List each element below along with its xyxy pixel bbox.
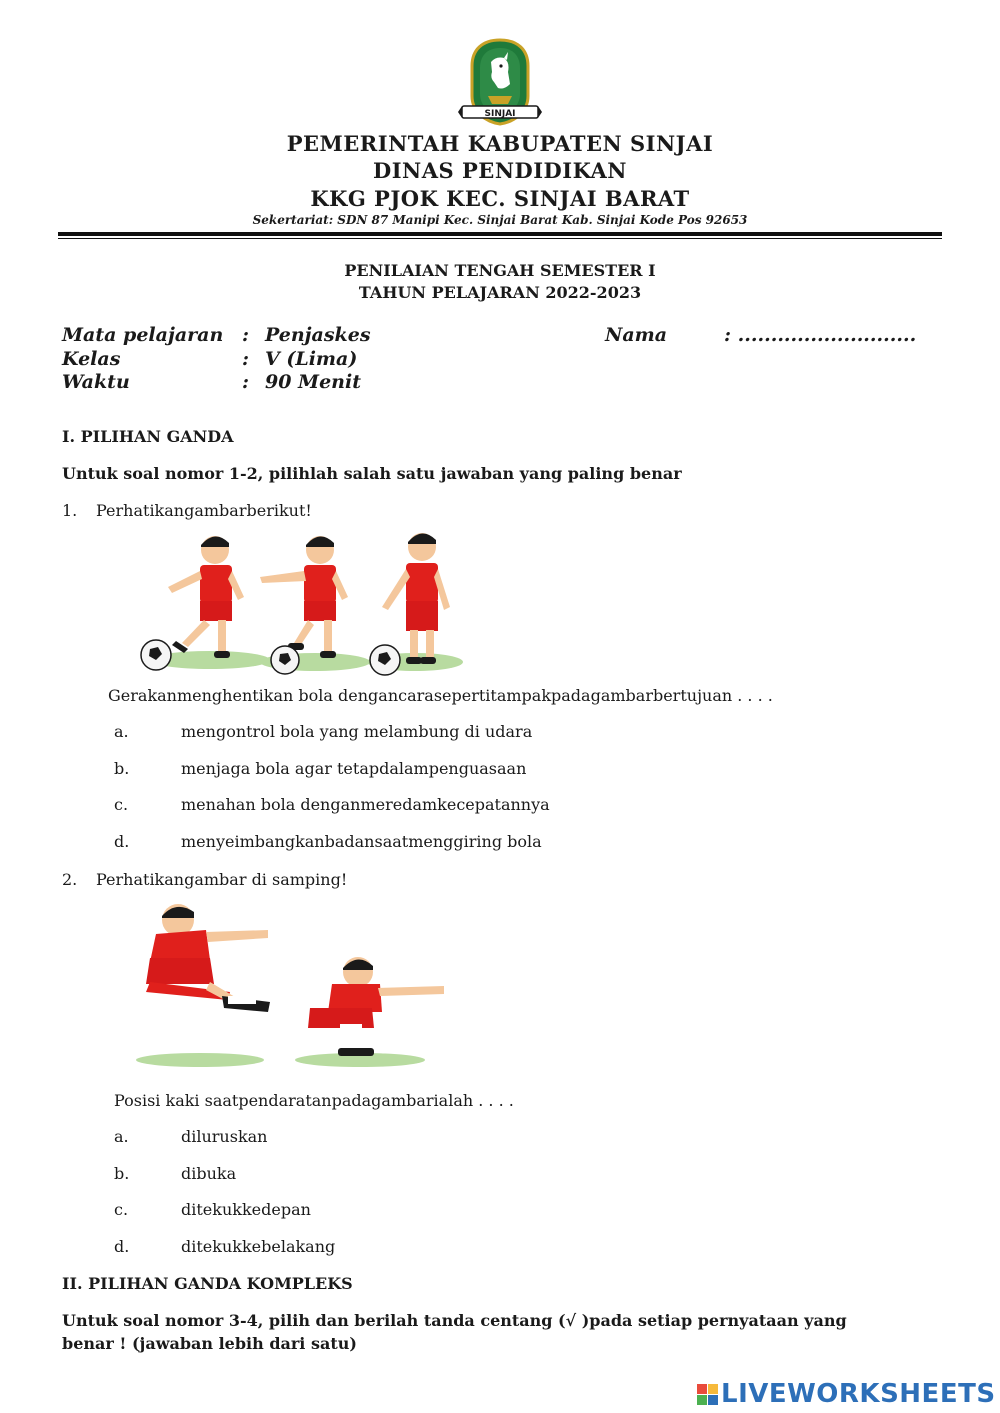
liveworksheets-logo[interactable] (697, 1376, 996, 1412)
liveworksheets-brand-text: LIVEWORKSHEETS (721, 1379, 996, 1409)
q1-option-c-letter[interactable]: c. (114, 795, 129, 814)
q1-option-c-text[interactable]: menahan bola denganmeredamkecepatannya (181, 795, 550, 814)
class-value: V (Lima) (265, 348, 358, 370)
q1-option-a-letter[interactable]: a. (114, 722, 129, 741)
q2-option-a-letter[interactable]: a. (114, 1127, 129, 1146)
q2-illustration (110, 900, 450, 1075)
name-field[interactable]: : ........................... (724, 324, 917, 346)
liveworksheets-mark-icon (697, 1384, 718, 1405)
section1-instruction: Untuk soal nomor 1-2, pilihlah salah satu jawaban yang paling benar (62, 464, 682, 483)
header-kkg: KKG PJOK KEC. SINJAI BARAT (310, 186, 690, 211)
section2-instruction-line2: benar ! (jawaban lebih dari satu) (62, 1334, 357, 1353)
regency-logo (458, 38, 542, 128)
q2-question: Posisi kaki saatpendaratanpadagambarialah . . . . (114, 1091, 514, 1110)
header-secretariat: Sekertariat: SDN 87 Manipi Kec. Sinjai Barat Kab. Sinjai Kode Pos 92653 (252, 213, 748, 227)
q2-option-b-text[interactable]: dibuka (181, 1164, 237, 1183)
header-divider-thick (58, 232, 942, 236)
q1-question: Gerakanmenghentikan bola dengancarasepertitampakpadagambarbertujuan . . . . (108, 686, 773, 705)
q2-option-d-text[interactable]: ditekukkebelakang (181, 1237, 336, 1256)
q2-option-d-letter[interactable]: d. (114, 1237, 130, 1256)
lander-figure (308, 957, 444, 1056)
player-figure-2 (260, 536, 348, 658)
section2-instruction-line1: Untuk soal nomor 3-4, pilih dan berilah tanda centang (√ )pada setiap pernyataan yang (62, 1311, 847, 1330)
q2-option-b-letter[interactable]: b. (114, 1164, 130, 1183)
q1-number: 1. (62, 501, 78, 520)
q1-option-d-text[interactable]: menyeimbangkanbadansaatmenggiring bola (181, 832, 542, 851)
subject-label: Mata pelajaran (62, 324, 224, 346)
subject-colon: : (242, 324, 250, 346)
header-government: PEMERINTAH KABUPATEN SINJAI (286, 131, 714, 156)
class-colon: : (242, 348, 250, 370)
q2-option-a-text[interactable]: diluruskan (181, 1127, 268, 1146)
q1-option-b-letter[interactable]: b. (114, 759, 130, 778)
name-label: Nama (605, 324, 668, 346)
q1-option-d-letter[interactable]: d. (114, 832, 130, 851)
q2-option-c-letter[interactable]: c. (114, 1200, 129, 1219)
time-value: 90 Menit (265, 371, 361, 393)
q2-option-c-text[interactable]: ditekukkedepan (181, 1200, 311, 1219)
svg-text:SINJAI: SINJAI (484, 109, 516, 119)
q1-option-a-text[interactable]: mengontrol bola yang melambung di udara (181, 722, 533, 741)
q1-option-b-text[interactable]: menjaga bola agar tetapdalampenguasaan (181, 759, 527, 778)
exam-year: TAHUN PELAJARAN 2022-2023 (358, 283, 642, 302)
q1-prompt: Perhatikangambarberikut! (96, 501, 312, 520)
q2-prompt: Perhatikangambar di samping! (96, 870, 348, 889)
player-figure-3 (382, 533, 450, 664)
q1-illustration (130, 525, 475, 680)
header-department: DINAS PENDIDIKAN (373, 158, 627, 183)
exam-title: PENILAIAN TENGAH SEMESTER I (344, 261, 656, 280)
section1-heading: I. PILIHAN GANDA (62, 427, 234, 446)
q2-number: 2. (62, 870, 78, 889)
subject-value: Penjaskes (265, 324, 371, 346)
header-divider-thin (58, 238, 942, 239)
class-label: Kelas (62, 348, 121, 370)
jumper-figure (146, 904, 270, 1012)
time-label: Waktu (62, 371, 130, 393)
section2-heading: II. PILIHAN GANDA KOMPLEKS (62, 1274, 353, 1293)
player-figure-1 (168, 536, 244, 658)
time-colon: : (242, 371, 250, 393)
sinjai-emblem-icon (458, 38, 542, 128)
